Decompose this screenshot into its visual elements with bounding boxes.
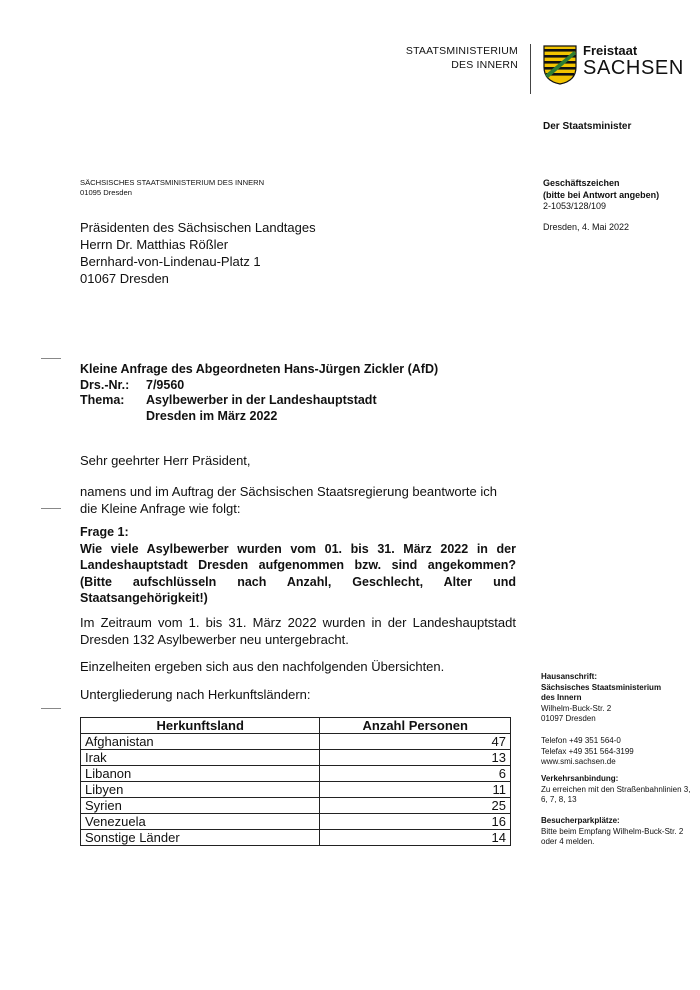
table-row [81,830,511,846]
postal-address-block [541,672,691,725]
answer-paragraph: Im Zeitraum vom 1. bis 31. März 2022 wurden in der Landeshauptstadt Dresden 132 Asylbewerber neu untergebracht. [80,615,516,647]
count-cell: 16 [320,814,511,830]
saxony-coat-of-arms-icon [543,45,577,85]
country-cell: Irak [81,750,320,766]
ministry-name [406,44,518,72]
contact-block [541,736,691,768]
table-row [81,766,511,782]
ministry-line-1: STAATSMINISTERIUM [405,45,518,57]
subject-block [80,362,516,424]
header-count: Anzahl Personen [320,718,511,734]
fold-mark [41,358,61,359]
letter-date: Dresden, 4. Mai 2022 [543,222,630,232]
ministry-line-2: DES INNERN [451,59,518,71]
drs-row [80,378,516,394]
details-paragraph: Einzelheiten ergeben sich aus den nachfolgenden Übersichten. [80,659,445,674]
transport-label: Verkehrsanbindung: [541,774,619,783]
sender-address [80,178,264,198]
state-line-2: SACHSEN [583,57,684,79]
count-cell: 47 [320,734,511,750]
intro-paragraph: namens und im Auftrag der Sächsischen Staatsregierung beantworte ich die Kleine Anfrage wie folgt: [80,484,497,516]
address-label: Hausanschrift: [541,672,598,681]
reference-block [543,178,659,213]
parking-block [541,816,691,848]
header-divider [530,44,531,94]
count-cell: 11 [320,782,511,798]
fold-mark [41,708,61,709]
transport-block [541,774,691,806]
table-header-row [81,718,511,734]
drs-value: 7/9560 [146,377,185,392]
count-cell: 6 [320,766,511,782]
recipient-line: Herrn Dr. Matthias Rößler [80,237,229,252]
address-city: 01097 Dresden [541,714,596,723]
country-cell: Libyen [81,782,320,798]
recipient-line: Bernhard-von-Lindenau-Platz 1 [80,254,261,269]
address-name-2: des Innern [541,693,582,702]
table-row [81,734,511,750]
table-row [81,782,511,798]
country-cell: Venezuela [81,814,320,830]
table-caption: Untergliederung nach Herkunftsländern: [80,687,311,702]
country-cell: Sonstige Länder [81,830,320,846]
count-cell: 25 [320,798,511,814]
fold-mark [41,508,61,509]
sender-line-2: 01095 Dresden [80,188,132,197]
reference-number: 2-1053/128/109 [543,201,607,211]
address-name-1: Sächsisches Staatsministerium [541,682,662,692]
parking-text: Bitte beim Empfang Wilhelm-Buck-Str. 2 oder 4 melden. [541,826,684,846]
minister-title: Der Staatsminister [543,121,632,132]
parking-label: Besucherparkplätze: [541,816,620,825]
country-cell: Libanon [81,766,320,782]
phone: Telefon +49 351 564-0 [541,736,621,745]
topic-label: Thema: [80,393,125,407]
state-line-1: Freistaat [583,43,638,58]
address-street: Wilhelm-Buck-Str. 2 [541,703,612,713]
sender-line-1: SÄCHSISCHES STAATSMINISTERIUM DES INNERN [80,178,265,187]
website-link[interactable]: www.smi.sachsen.de [541,757,616,766]
recipient-address [80,219,316,287]
header-country: Herkunftsland [81,718,320,734]
table-row [81,798,511,814]
subject-title: Kleine Anfrage des Abgeordneten Hans-Jürgen Zickler (AfD) [80,362,439,376]
reference-note: (bitte bei Antwort angeben) [543,189,660,200]
state-name [583,44,684,79]
country-cell: Afghanistan [81,734,320,750]
count-cell: 14 [320,830,511,846]
drs-label: Drs.-Nr.: [80,377,130,392]
table-row [81,814,511,830]
salutation: Sehr geehrter Herr Präsident, [80,453,251,468]
count-cell: 13 [320,750,511,766]
question-label: Frage 1: [80,525,129,539]
question-text: Wie viele Asylbewerber wurden vom 01. bis 31. März 2022 in der Landeshauptstadt Dresden aufgenommen bzw. sind angekommen? (Bitte aufschlüsseln nach Anzahl, Geschlecht, Alter und Staatsangehörigkeit!) [80,541,516,605]
question-block [80,524,516,607]
country-cell: Syrien [81,798,320,814]
fax: Telefax +49 351 564-3199 [541,746,634,756]
topic-value: Asylbewerber in der Landeshauptstadt Dresden im März 2022 [146,393,377,423]
origin-countries-table [80,717,511,846]
reference-label: Geschäftszeichen [543,178,620,188]
recipient-line: 01067 Dresden [80,271,169,286]
recipient-line: Präsidenten des Sächsischen Landtages [80,220,316,235]
topic-row [80,393,516,424]
table-row [81,750,511,766]
transport-text: Zu erreichen mit den Straßenbahnlinien 3, 6, 7, 8, 13 [541,784,691,804]
